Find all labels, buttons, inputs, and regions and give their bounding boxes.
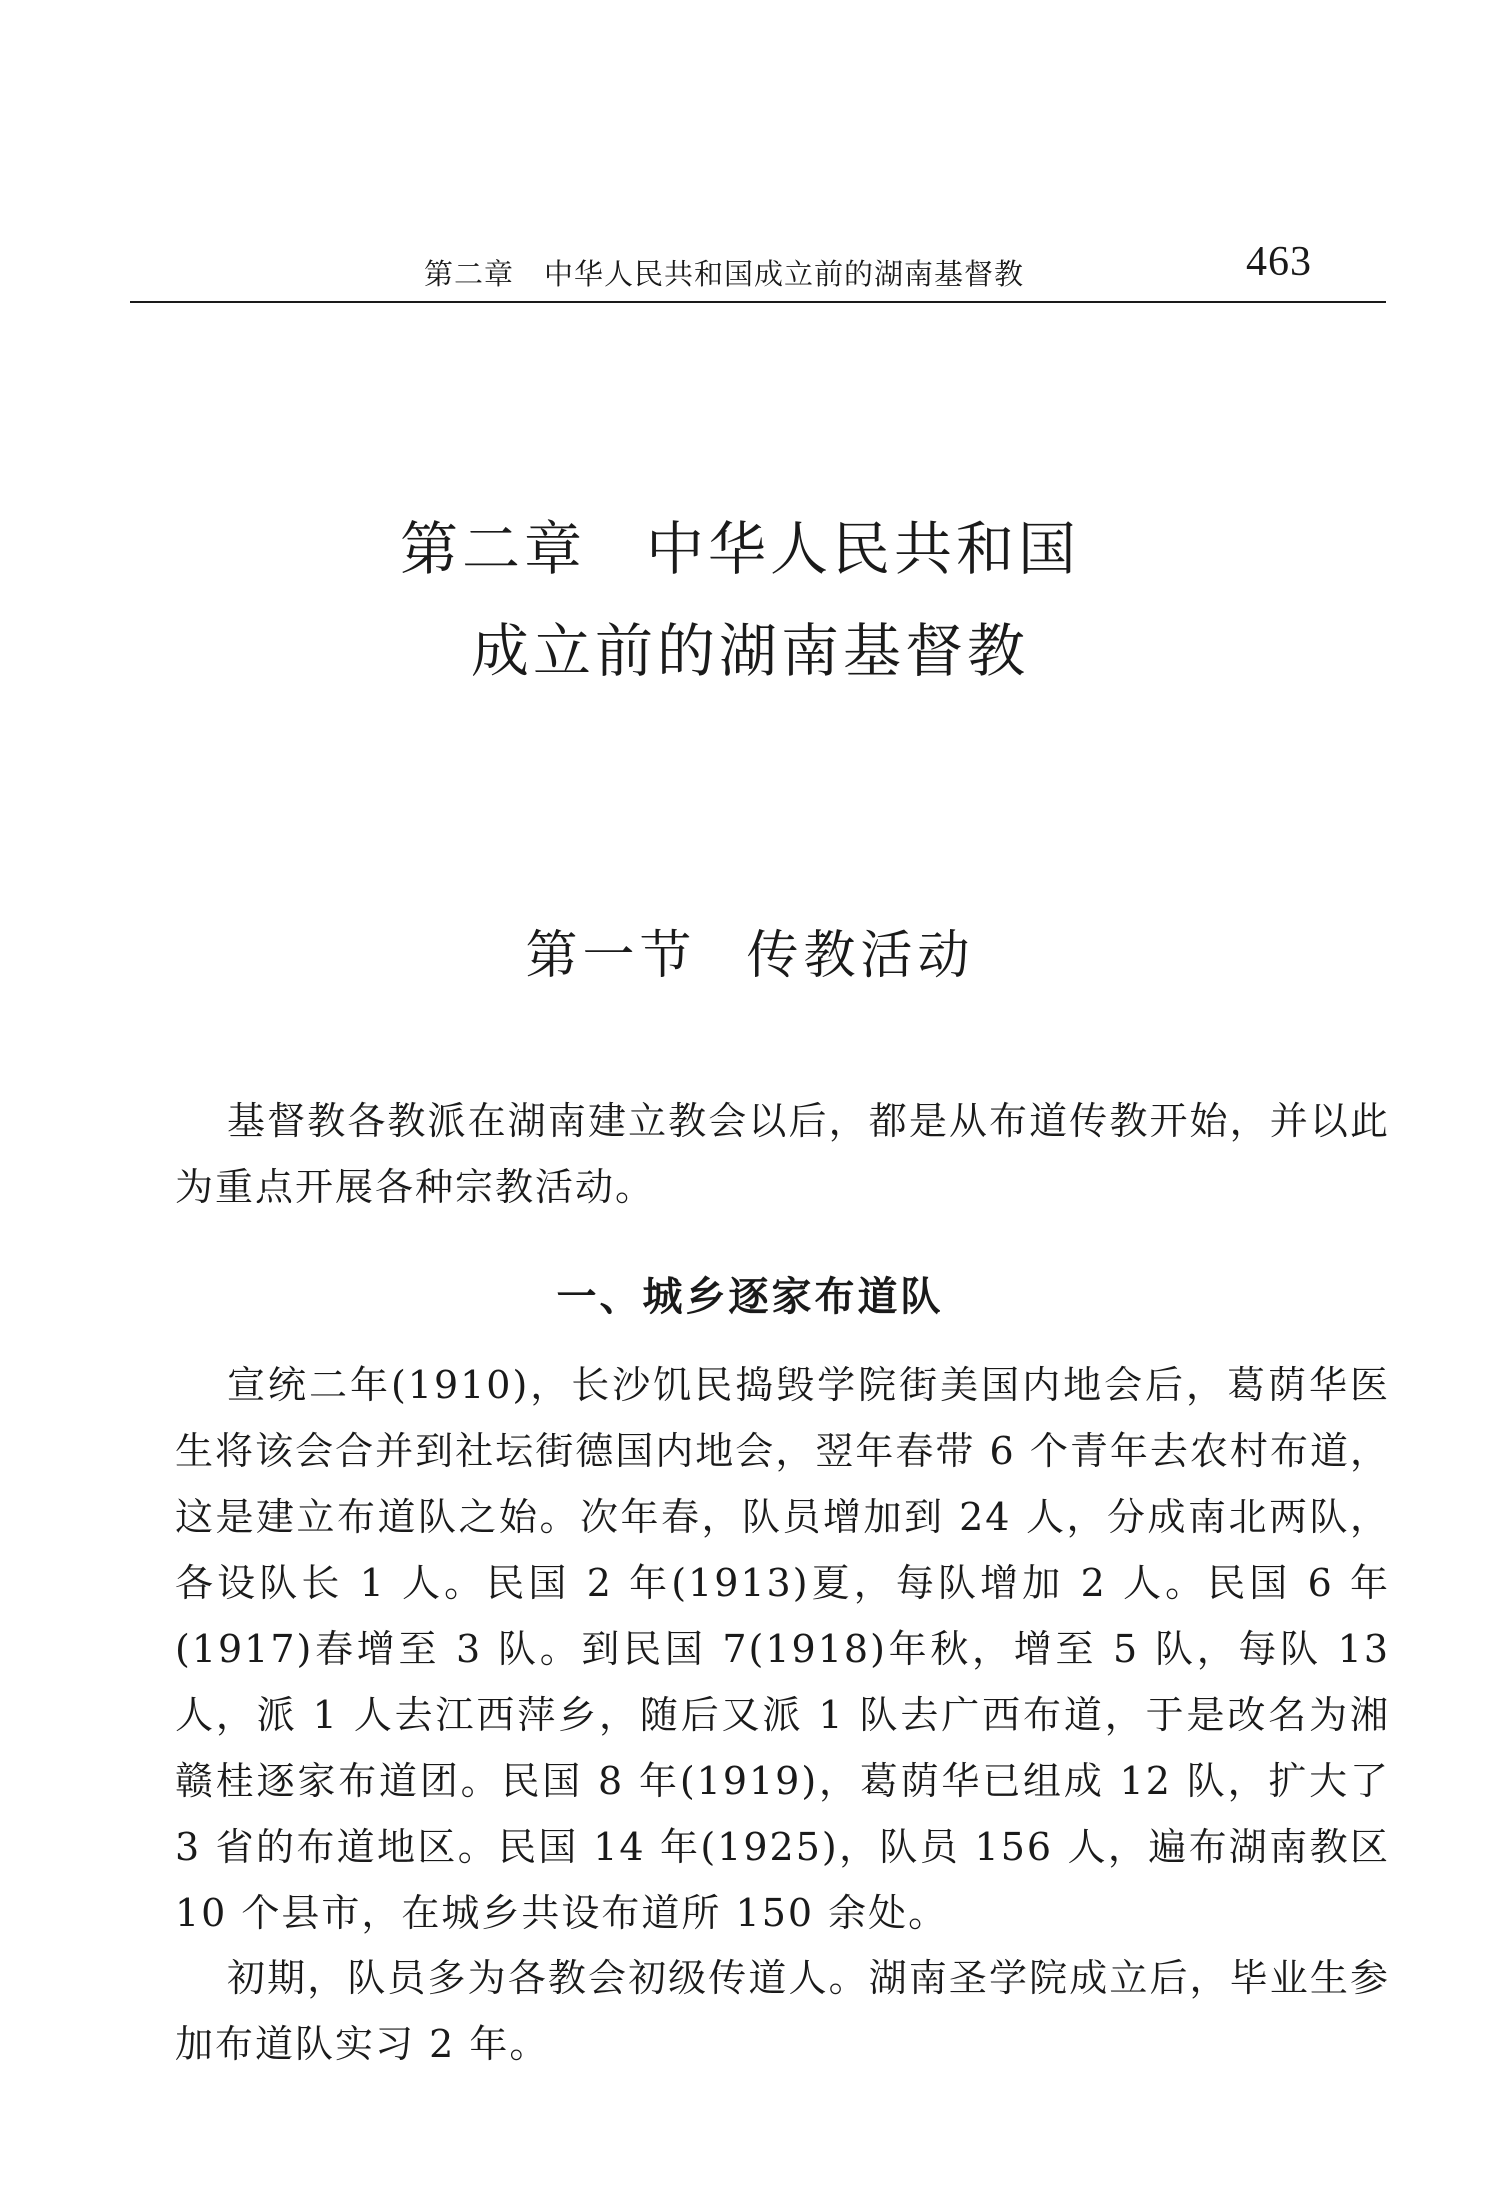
running-header — [130, 232, 1386, 292]
running-title: 第二章 中华人民共和国成立前的湖南基督教 — [424, 257, 1025, 291]
section-title — [0, 913, 1500, 988]
chapter-title-part1: 中华人民共和国 — [646, 515, 1081, 583]
chapter-title — [0, 498, 1500, 702]
section-name: 传教活动 — [746, 926, 975, 986]
early-paragraph: 初期，队员多为各教会初级传道人。湖南圣学院成立后，毕业生参加布道队实习 2 年。 — [175, 1956, 1390, 2066]
subsection-title: 一、城乡逐家布道队 — [556, 1274, 944, 1320]
chapter-title-line1 — [0, 498, 1500, 600]
page-number: 463 — [1246, 239, 1312, 285]
header-rule — [130, 301, 1386, 303]
section-number: 第一节 — [525, 926, 697, 986]
intro-paragraph: 基督教各教派在湖南建立教会以后，都是从布道传教开始，并以此为重点开展各种宗教活动。 — [175, 1099, 1390, 1209]
chapter-title-line2: 成立前的湖南基督教 — [470, 617, 1029, 685]
history-paragraph: 宣统二年(1910)，长沙饥民捣毁学院街美国内地会后，葛荫华医生将该会合并到社坛街德国内地会，翌年春带 6 个青年去农村布道，这是建立布道队之始。次年春，队员增加到 24 人，分成南北两队，各设队长 1 人。民国 2 年(1913)夏，每队增加 2 人。民国 6 年(1917)春增至 3 队。到民国 7(1918)年秋，增至 5 队，每队 13 人，派 1 人去江西萍乡，随后又派 1 队去广西布道，于是改名为湘赣桂逐家布道团。民国 8 年(1919)，葛荫华已组成 12 队，扩大了 3 省的布道地区。民国 14 年(1925)，队员 156 人，遍布湖南教区 10 个县市，在城乡共设布道所 150 余处。 — [175, 1363, 1390, 1935]
chapter-number: 第二章 — [399, 515, 586, 583]
